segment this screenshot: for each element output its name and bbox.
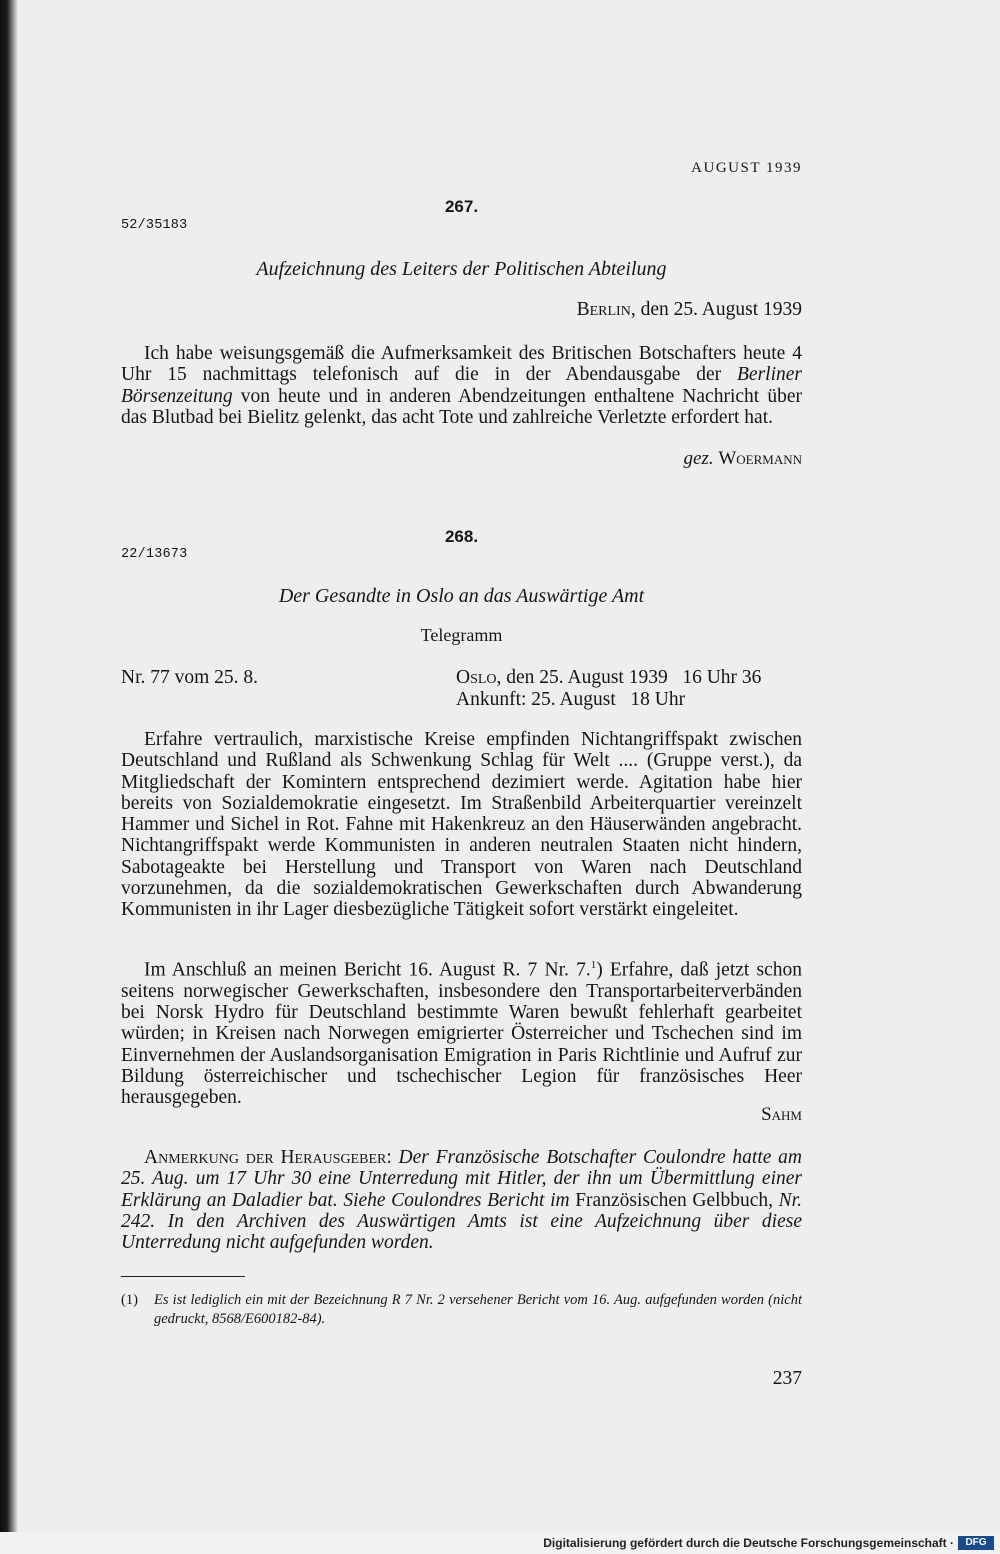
doc-type-268: Telegramm <box>420 625 503 645</box>
body-268-para2: Im Anschluß an meinen Bericht 16. August R. 7 Nr. 7.$^1$) Erfahre, daß jetzt schon seitens norwegischer Gewerkschaften, insbesondere den Transportarbeiterverbänden bei Norsk Hydro für Deutschland bestimmte Waren bewußt fehlerhaft gearbeitet würden; in Kreisen nach Norwegen emigrierter Österreicher und Tschechen sind im Einvernehmen der Auslandsorganisation Emigration in Paris Richtlinie und Aufruf zur Bildung österreichischer und tschechischer Legion für französisches Heer herausgegeben. <box>121 959 803 1109</box>
page-number: 237 <box>772 1368 802 1389</box>
funding-bar <box>0 1532 1000 1554</box>
editor-note <box>121 1147 802 1253</box>
body-267 <box>121 343 802 428</box>
file-ref-268: 22/13673 <box>121 547 188 562</box>
dateline-268 <box>456 667 761 689</box>
editor-note-label: Anmerkung der Herausgeber: <box>144 1147 392 1168</box>
running-head: AUGUST 1939 <box>691 160 802 176</box>
signature-268: Sahm <box>761 1104 802 1125</box>
footnote-ref: 1 <box>590 959 597 971</box>
doc-title-268: Der Gesandte in Oslo an das Auswärtige Amt <box>278 585 645 607</box>
newspaper-title: Berliner Börsenzeitung <box>121 364 802 407</box>
dateline-267 <box>121 299 802 321</box>
dfg-logo: DFG <box>958 1536 994 1550</box>
editor-note-roman: Französischen Gelbbuch, <box>575 1189 774 1211</box>
doc-number-268: 268. <box>444 527 479 546</box>
doc-title-267: Aufzeichnung des Leiters der Politischen Abteilung <box>256 258 667 280</box>
footnote-text: Es ist lediglich ein mit der Bezeichnung R 7 Nr. 2 versehener Bericht vom 16. Aug. aufgefunden worden (nicht gedruckt, 8568/E600182-84). <box>154 1292 802 1327</box>
para2-part-a: Im Anschluß an meinen Bericht 16. August R. 7 Nr. 7. <box>144 959 591 981</box>
signature-267 <box>121 448 802 470</box>
para2-part-b: Erfahre, daß jetzt schon seitens norwegischer Gewerkschaften, insbesondere den Transportarbeiterverbänden bei Norsk Hydro für Deutschland bestimmte Waren bewußt fehlerhaft gearbeitet würden; in Kreisen nach Norwegen emigrierter Österreicher und Tschechen sind im Einvernehmen der Auslandsorganisation Emigration in Paris Richtlinie und Aufruf zur Bildung österreichischer und tschechischer Legion für französisches Heer herausgegeben. <box>121 959 803 1109</box>
telegram-ref: Nr. 77 vom 25. 8. <box>121 667 259 688</box>
signature-prefix: gez. <box>683 448 719 469</box>
body-268-para1: Erfahre vertraulich, marxistische Kreise empfinden Nichtangriffspakt zwischen Deutschland und Rußland als Schwenkung Schlag für Welt .... (Gruppe verst.), da Mitgliedschaft der Komintern entsprechend dezimiert werde. Agitation habe hier bereits von Sozialdemokratie eingesetzt. Im Straßenbild Arbeiterquartier vereinzelt Hammer und Sichel in Rot. Fahne mit Hakenkreuz an den Häuserwänden angebracht. Nichtangriffspakt werde Kommunisten in anderen neutralen Staaten nicht hindern, Sabotageakte bei Herstellung und Transport von Waren nach Deutschland vorzunehmen, da die sozialdemokratischen Gewerkschaften durch Abwanderung Kommunisten in ihr Lager diesbezügliche Tätigkeit sofort verstärkt eingeleitet. <box>121 729 802 921</box>
footnote-mark: (1) <box>121 1292 138 1308</box>
body-267-part-b: von heute und in anderen Abendzeitungen enthaltene Nachricht über das Blutbad bei Bielitz gelenkt, das acht Tote und zahlreiche Verletzte erfordert hat. <box>121 385 802 428</box>
footnote <box>121 1291 802 1328</box>
date-267: , den 25. August 1939 <box>630 299 802 320</box>
arrival-line: Ankunft: 25. August 18 Uhr <box>456 689 686 710</box>
place-268: Oslo <box>456 667 497 688</box>
file-ref-267: 52/35183 <box>121 218 188 233</box>
footnote-rule <box>121 1276 245 1277</box>
signature-name-267: Woermann <box>718 448 802 469</box>
date-268: , den 25. August 1939 16 Uhr 36 <box>496 667 762 688</box>
body-267-part-a: Ich habe weisungsgemäß die Aufmerksamkeit des Britischen Botschafters heute 4 Uhr 15 nachmittags telefonisch auf die in der Abendausgabe der <box>121 343 802 386</box>
doc-number-267: 267. <box>444 197 479 216</box>
editor-note-part-b: Nr. 242. In den Archiven des Auswärtigen Amts ist eine Aufzeichnung über diese Unterredung nicht aufgefunden worden. <box>121 1189 802 1254</box>
editor-note-part-a: Der Französische Botschafter Coulondre hatte am 25. Aug. um 17 Uhr 30 eine Unterredung mit Hitler, der ihn um Übermittlung einer Erklärung an Daladier bat. Siehe Coulondres Bericht im <box>121 1147 802 1211</box>
place-267: Berlin <box>576 299 631 320</box>
funding-text: Digitalisierung gefördert durch die Deutsche Forschungsgemeinschaft · <box>543 1536 954 1550</box>
